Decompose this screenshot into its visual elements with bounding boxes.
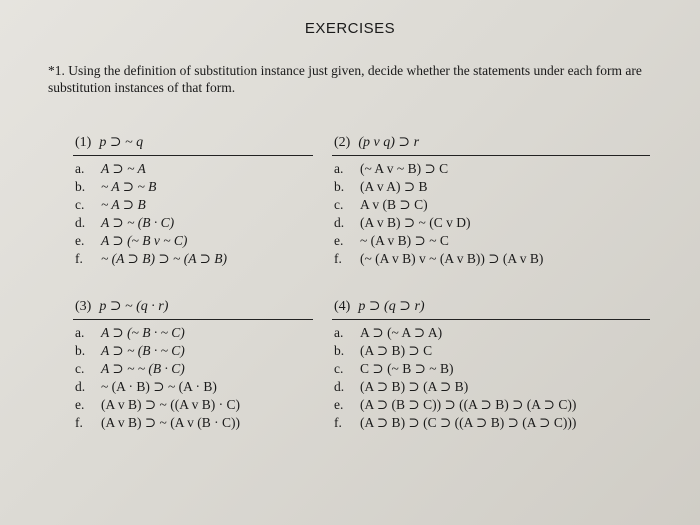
divider [332,155,650,156]
form-number: (3) [75,299,92,314]
item-label: a. [334,325,344,340]
item-statement: (A v A) ⊃ B [360,179,428,194]
item-statement: A ⊃ (~ B · ~ C) [101,325,185,340]
item-statement: A ⊃ ~ ~ (B · C) [101,361,185,376]
item-statement: (A v B) ⊃ ~ ((A v B) · C) [101,397,240,412]
exercise-group-3 [73,297,313,432]
item-label: f. [334,415,342,430]
list-item [73,342,313,360]
item-label: e. [75,233,85,248]
item-statement: ~ A ⊃ ~ B [101,179,157,194]
item-label: b. [334,343,345,358]
list-item [73,250,313,268]
item-statement: C ⊃ (~ B ⊃ ~ B) [360,361,454,376]
list-item [332,160,650,178]
item-label: c. [334,197,344,212]
form-expression: p ⊃ ~ q [99,135,144,150]
form-title [332,133,650,153]
divider [332,319,650,320]
form-number: (2) [334,135,351,150]
form-number: (1) [75,135,92,150]
item-label: d. [334,215,345,230]
item-statement: (A ⊃ B) ⊃ C [360,343,433,358]
list-item [73,324,313,342]
list-item [73,378,313,396]
form-expression: p ⊃ ~ (q · r) [99,299,169,314]
list-item [73,414,313,432]
item-statement: (A v B) ⊃ ~ (C v D) [360,215,471,230]
list-item [73,396,313,414]
list-item [73,360,313,378]
item-label: a. [75,325,85,340]
item-statement: (A ⊃ B) ⊃ (A ⊃ B) [360,379,469,394]
exercise-instructions: *1. Using the definition of substitution instance just given, decide whether the statements under each form are substitution instances of that form. [48,63,642,95]
exercise-group-1 [73,133,313,268]
item-label: e. [75,397,85,412]
list-item [332,196,650,214]
item-label: f. [334,251,342,266]
item-statement: (~ (A v B) v ~ (A v B)) ⊃ (A v B) [360,251,544,266]
item-statement: ~ (A ⊃ B) ⊃ ~ (A ⊃ B) [101,251,228,266]
list-item [332,178,650,196]
item-statement: A ⊃ (~ B v ~ C) [101,233,188,248]
page-heading: EXERCISES [304,20,396,37]
item-statement: ~ (A · B) ⊃ ~ (A · B) [101,379,217,394]
item-label: b. [334,179,345,194]
list-item [332,214,650,232]
list-item [332,232,650,250]
divider [73,155,313,156]
item-label: c. [334,361,344,376]
list-item [73,178,313,196]
list-item [332,360,650,378]
list-item [73,232,313,250]
item-label: e. [334,397,344,412]
item-statement: (~ A v ~ B) ⊃ C [360,161,449,176]
item-label: c. [75,197,85,212]
item-label: b. [75,179,86,194]
item-label: f. [75,415,83,430]
item-label: e. [334,233,344,248]
list-item [332,342,650,360]
item-label: d. [75,379,86,394]
form-title [73,297,313,317]
item-statement: A ⊃ ~ (B · C) [101,215,175,230]
list-item [332,324,650,342]
list-item [332,250,650,268]
item-statement: (A ⊃ (B ⊃ C)) ⊃ ((A ⊃ B) ⊃ (A ⊃ C)) [360,397,577,412]
item-statement: A v (B ⊃ C) [360,197,428,212]
item-statement: (A ⊃ B) ⊃ (C ⊃ ((A ⊃ B) ⊃ (A ⊃ C))) [360,415,577,430]
item-label: c. [75,361,85,376]
item-label: a. [334,161,344,176]
item-label: d. [334,379,345,394]
form-expression: (p v q) ⊃ r [358,135,420,150]
item-label: a. [75,161,85,176]
item-label: b. [75,343,86,358]
form-number: (4) [334,299,351,314]
item-statement: ~ (A v B) ⊃ ~ C [360,233,449,248]
list-item [332,378,650,396]
item-statement: A ⊃ ~ A [101,161,146,176]
list-item [332,414,650,432]
item-label: d. [75,215,86,230]
divider [73,319,313,320]
item-label: f. [75,251,83,266]
exercise-group-4 [332,297,650,432]
list-item [332,396,650,414]
item-statement: A ⊃ (~ A ⊃ A) [360,325,443,340]
form-expression: p ⊃ (q ⊃ r) [358,299,425,314]
item-statement: A ⊃ ~ (B · ~ C) [101,343,185,358]
form-title [332,297,650,317]
list-item [73,160,313,178]
form-title [73,133,313,153]
item-statement: ~ A ⊃ B [101,197,146,212]
item-statement: (A v B) ⊃ ~ (A v (B · C)) [101,415,240,430]
list-item [73,196,313,214]
list-item [73,214,313,232]
exercise-group-2 [332,133,650,268]
